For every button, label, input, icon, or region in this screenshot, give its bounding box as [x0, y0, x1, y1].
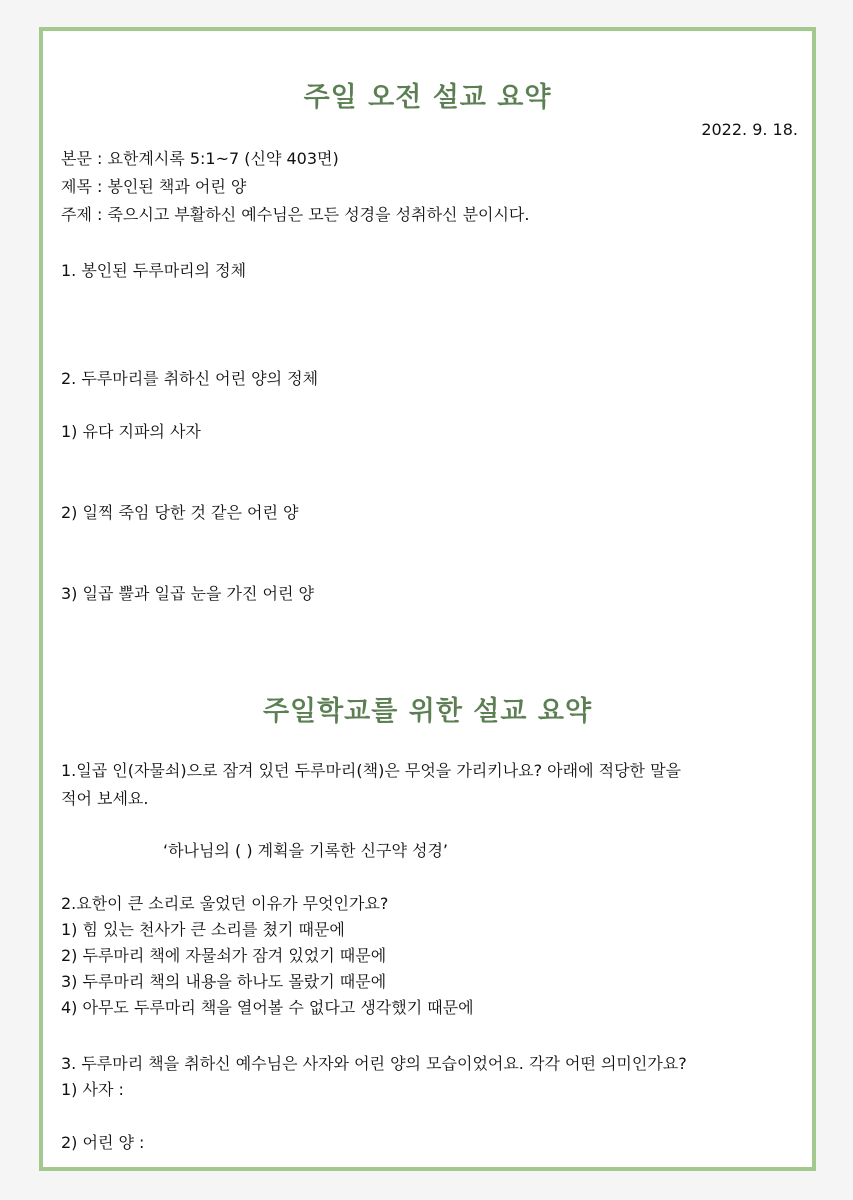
sermon-title: 주일 오전 설교 요약 — [303, 82, 552, 113]
question-2-option: 4) 아무도 두루마리 책을 열어볼 수 없다고 생각했기 때문에 — [61, 998, 474, 1017]
question-3: 3. 두루마리 책을 취하신 예수님은 사자와 어린 양의 모습이었어요. 각각 어떤 의미인가요? — [61, 1054, 687, 1073]
point-1: 1. 봉인된 두루마리의 정체 — [61, 261, 247, 280]
question-1-line-2: 적어 보세요. — [61, 789, 149, 808]
point-2: 2. 두루마리를 취하신 어린 양의 정체 — [61, 369, 319, 388]
theme-line: 주제 : 죽으시고 부활하신 예수님은 모든 성경을 성취하신 분이시다. — [61, 205, 530, 224]
subject-line: 제목 : 봉인된 책과 어린 양 — [61, 177, 247, 196]
question-1-blank: ‘하나님의 ( ) 계획을 기록한 신구약 성경’ — [163, 841, 449, 860]
subpoint-3: 3) 일곱 뿔과 일곱 눈을 가진 어린 양 — [61, 584, 314, 603]
scripture-line: 본문 : 요한계시록 5:1~7 (신약 403면) — [61, 149, 339, 168]
sermon-date: 2022. 9. 18. — [701, 120, 798, 139]
question-3-answer-lion: 1) 사자 : — [61, 1080, 124, 1099]
question-2-option: 3) 두루마리 책의 내용을 하나도 몰랐기 때문에 — [61, 972, 387, 991]
question-2-option: 1) 힘 있는 천사가 큰 소리를 쳤기 때문에 — [61, 920, 345, 939]
worksheet-page — [39, 27, 816, 1171]
school-title: 주일학교를 위한 설교 요약 — [262, 696, 593, 727]
question-1-line-1: 1.일곱 인(자물쇠)으로 잠겨 있던 두루마리(책)은 무엇을 가리키나요? 아래에 적당한 말을 — [61, 761, 682, 780]
question-2: 2.요한이 큰 소리로 울었던 이유가 무엇인가요? — [61, 894, 389, 913]
subpoint-2: 2) 일찍 죽임 당한 것 같은 어린 양 — [61, 503, 299, 522]
question-2-option: 2) 두루마리 책에 자물쇠가 잠겨 있었기 때문에 — [61, 946, 387, 965]
subpoint-1: 1) 유다 지파의 사자 — [61, 422, 201, 441]
question-3-answer-lamb: 2) 어린 양 : — [61, 1133, 145, 1152]
